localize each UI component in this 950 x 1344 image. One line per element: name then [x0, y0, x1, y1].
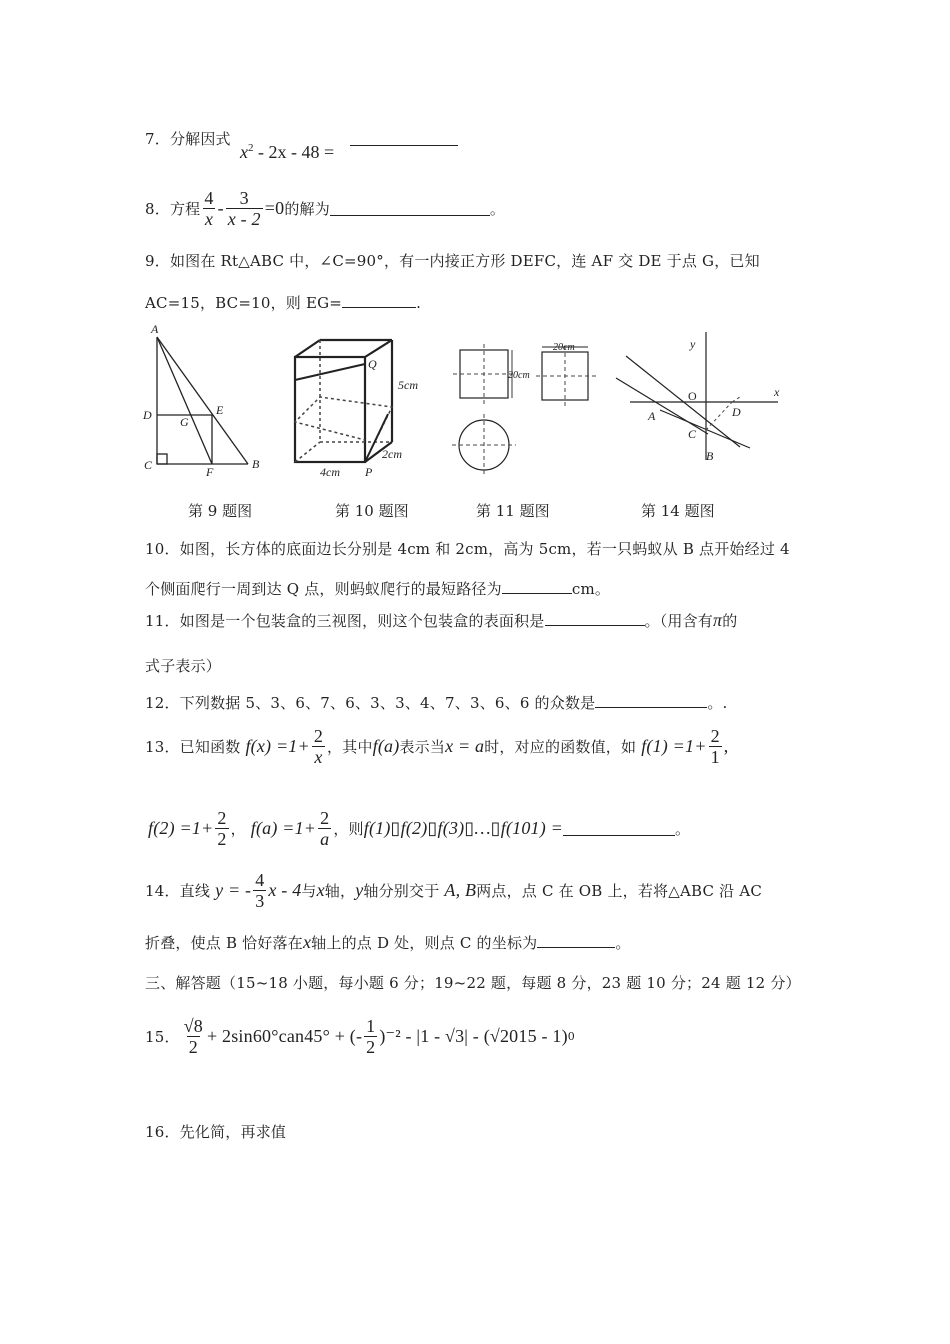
q11-line2: 式子表示）: [145, 657, 222, 675]
q16-line: 16．先化简，再求值: [145, 1123, 287, 1141]
q7-number: 7．: [145, 130, 170, 148]
fig9-label-a: A: [151, 322, 159, 336]
figure-14: [616, 332, 778, 460]
fig14-label-b: B: [706, 449, 714, 463]
q8-answer-blank[interactable]: [330, 201, 490, 216]
fig9-label-f: F: [206, 465, 214, 479]
fig11-dim-width: 20cm: [553, 342, 575, 353]
fig10-label-p: P: [365, 465, 373, 479]
q10-line1: 10．如图，长方体的底面边长分别是 4cm 和 2cm，高为 5cm，若一只蚂蚁从 B 点开始经过 4: [145, 540, 790, 558]
q7-answer-blank[interactable]: [350, 131, 458, 146]
q9-line2: AC=15，BC=10，则 EG= .: [145, 294, 422, 312]
fig14-label-d: D: [732, 405, 741, 419]
caption-fig10: 第 10 题图: [335, 502, 409, 520]
fig10-width: 4cm: [320, 465, 340, 479]
fig10-depth: 2cm: [382, 447, 402, 461]
q14-answer-blank[interactable]: [537, 933, 615, 948]
fig14-label-c: C: [688, 427, 697, 441]
caption-fig11: 第 11 题图: [476, 502, 550, 520]
q12-answer-blank[interactable]: [595, 693, 707, 708]
section-3-heading: 三、解答题（15~18 小题，每小题 6 分；19~22 题，每题 8 分，23 题 10 分；24 题 12 分）: [145, 974, 801, 992]
caption-fig9: 第 9 题图: [188, 502, 253, 520]
fig9-label-e: E: [216, 403, 224, 417]
figure-9: [157, 337, 248, 464]
fig9-label-d: D: [143, 408, 152, 422]
q9-line1: 9．如图在 Rt△ABC 中，∠C=90°，有一内接正方形 DEFC，连 AF 交 DE 于点 G，已知: [145, 252, 760, 270]
q13-line2: f(2) =1+ $\frac{2}{2}$ ， f(a) =1+ $\frac{2}{a}$ ，则 f(1)▯f(2)▯f(3)▯…▯f(101) = 。: [148, 808, 691, 849]
fig14-label-x: x: [774, 385, 780, 399]
q13-answer-blank[interactable]: [563, 821, 675, 836]
q14-line2: 折叠，使点 B 恰好落在x轴上的点 D 处，则点 C 的坐标为 。: [145, 932, 631, 952]
figure-row: [140, 322, 800, 482]
fig10-height: 5cm: [398, 378, 418, 392]
q15-line: 15． $\frac{√8}{2}$ + 2sin60°can45° + (- $\frac{1}{2}$ )⁻² - |1 - √3| - (√2015 - 1) 0: [145, 1016, 575, 1057]
q13-line1: 13．已知函数 f(x) =1+ $\frac{2}{x}$ ，其中 f(a) 表示当 x = a 时，对应的函数值，如 f(1) =1+ $\frac{2}{1}$ ,: [145, 726, 729, 767]
fig14-label-o: O: [688, 389, 697, 403]
q12-line: 12．下列数据 5、3、6、7、6、3、3、4、7、3、6、6 的众数是 。.: [145, 694, 728, 712]
q8-line: 8． 方程 $\frac{4}{x}$ - $\frac{3}{x - 2}$ =0 的解为 。: [145, 188, 506, 229]
q9-answer-blank[interactable]: [342, 293, 416, 308]
figure-11: [459, 350, 588, 470]
q11-answer-blank[interactable]: [545, 611, 645, 626]
q10-answer-blank[interactable]: [502, 579, 572, 594]
fig11-dim-height: 20cm: [508, 370, 530, 381]
fig14-label-a: A: [648, 409, 656, 423]
q7-text: 分解因式: [169, 130, 231, 148]
caption-fig14: 第 14 题图: [641, 502, 715, 520]
q11-line1: 11．如图是一个包装盒的三视图，则这个包装盒的表面积是 。（用含有π的: [145, 610, 738, 630]
fig9-label-g: G: [180, 415, 189, 429]
fig9-label-c: C: [144, 458, 153, 472]
q14-line1: 14．直线 y = - $\frac{4}{3}$ x - 4 与 x 轴， y 轴分别交于 A, B 两点，点 C 在 OB 上，若将△ABC 沿 AC: [145, 870, 763, 911]
q7-expression: $x^2 - 2x - 48$ =: [240, 142, 335, 162]
fig9-label-b: B: [252, 457, 260, 471]
fig14-label-y: y: [690, 337, 696, 351]
fig10-label-q: Q: [368, 357, 377, 371]
q10-line2: 个侧面爬行一周到达 Q 点，则蚂蚁爬行的最短路径为 cm。: [145, 580, 611, 598]
